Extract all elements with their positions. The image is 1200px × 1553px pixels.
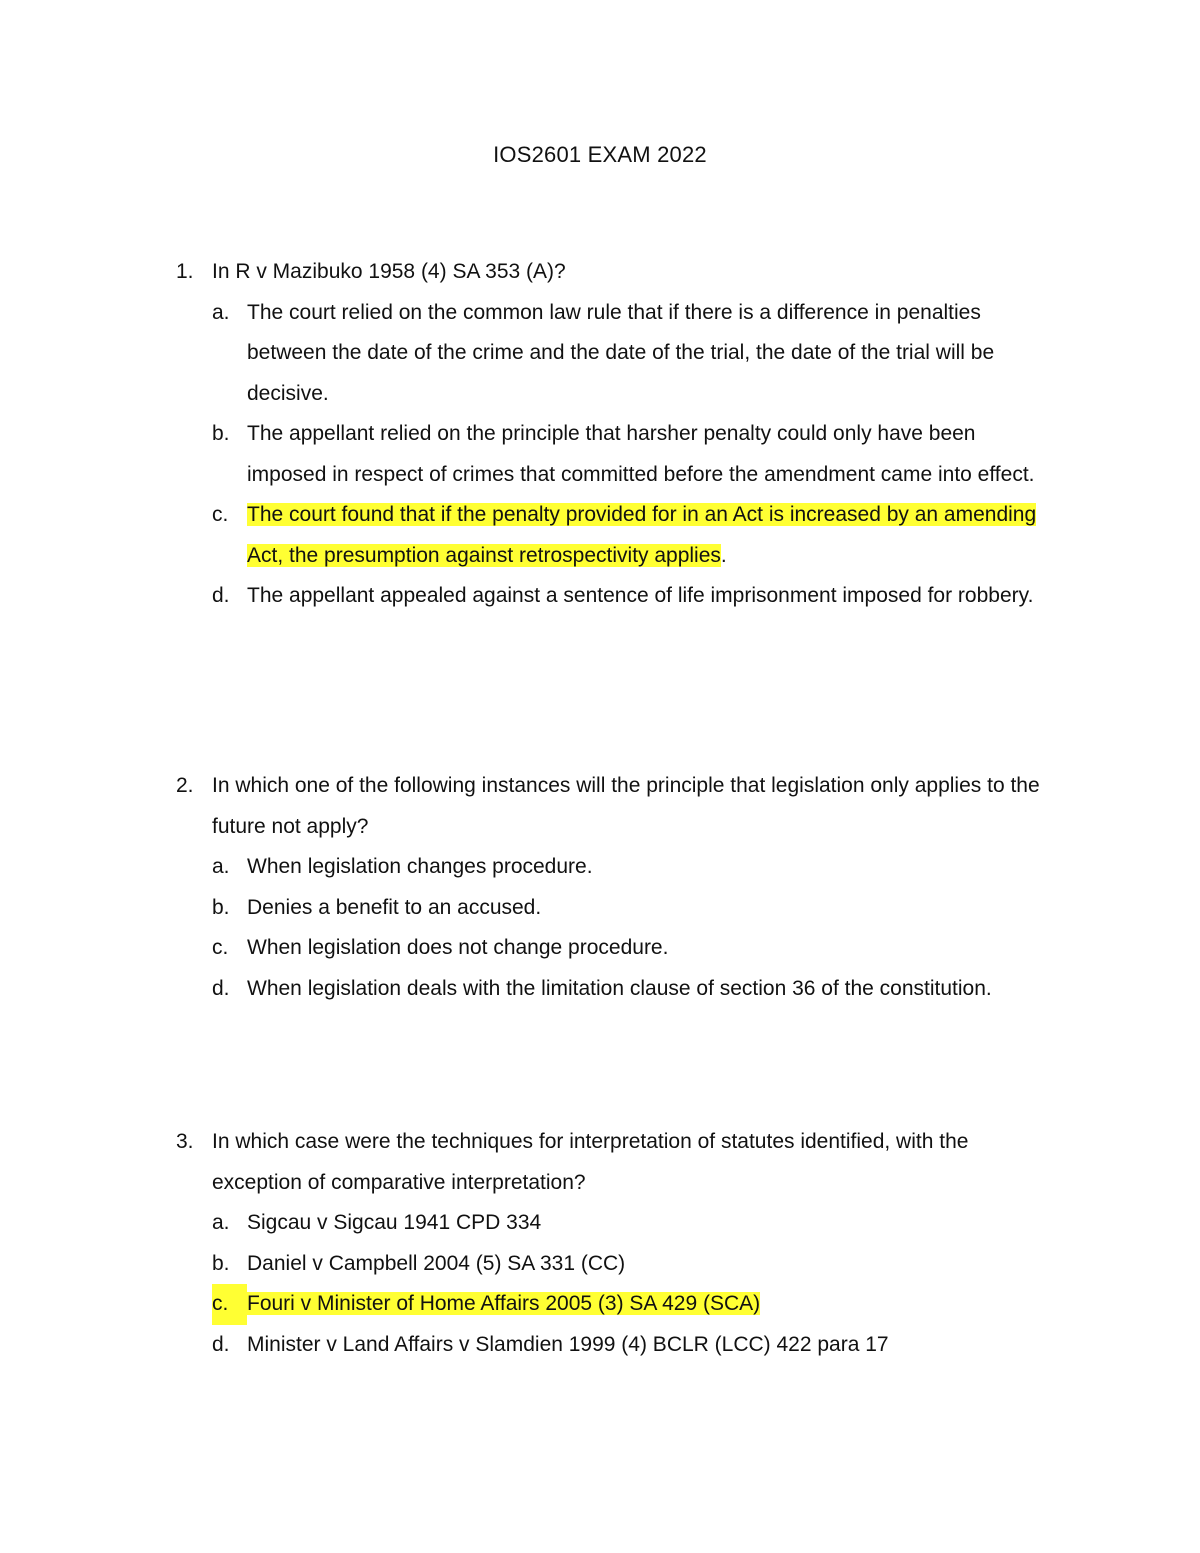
option-text: Sigcau v Sigcau 1941 CPD 334 (247, 1211, 542, 1234)
option-letter: c. (212, 936, 229, 959)
option-text: When legislation deals with the limitation clause of section 36 of the constitution. (247, 976, 992, 1000)
question-text: In which case were the techniques for interpretation of statutes identified, with the exception of comparative interpretation? (212, 1130, 969, 1194)
option-letter: a. (212, 300, 230, 324)
option-a (212, 1203, 1056, 1244)
option-text: Denies a benefit to an accused. (247, 895, 542, 919)
option-letter: b. (212, 895, 230, 919)
option-text: When legislation changes procedure. (247, 855, 593, 878)
question-2 (176, 766, 1056, 1009)
option-letter: d. (212, 1332, 230, 1356)
question-text: In R v Mazibuko 1958 (4) SA 353 (A)? (212, 260, 566, 283)
option-letter: a. (212, 1211, 230, 1234)
option-letter: b. (212, 422, 230, 445)
answer-options (176, 293, 1056, 617)
option-text: Daniel v Campbell 2004 (5) SA 331 (CC) (247, 1251, 626, 1275)
option-letter: c. (212, 1284, 247, 1325)
option-text: The court relied on the common law rule that if there is a difference in penalties between the date of the crime and the date of the trial, the date of the trial will be decisive. (247, 300, 995, 405)
question-1 (176, 252, 1056, 617)
answer-highlight: Fouri v Minister of Home Affairs 2005 (3) SA 429 (SCA) (247, 1292, 761, 1315)
answer-options (176, 847, 1056, 1009)
option-letter: b. (212, 1251, 230, 1275)
option-text: When legislation does not change procedure. (247, 936, 669, 959)
option-a (212, 293, 1056, 415)
option-b (212, 888, 1056, 929)
option-b (212, 1244, 1056, 1285)
option-a (212, 847, 1056, 888)
option-c-highlighted (212, 1284, 1056, 1325)
option-d (212, 576, 1056, 617)
option-text (247, 1284, 1056, 1325)
question-3 (176, 1122, 1056, 1365)
option-letter: d. (212, 976, 230, 1000)
option-c (212, 928, 1056, 969)
option-text (247, 495, 1056, 576)
question-number: 1. (176, 260, 194, 283)
option-d (212, 1325, 1056, 1366)
option-text: The appellant appealed against a sentence of life imprisonment imposed for robbery. (247, 584, 1034, 607)
document-title: IOS2601 EXAM 2022 (493, 142, 707, 167)
option-d (212, 969, 1056, 1010)
option-c-highlighted (212, 495, 1056, 576)
option-b (212, 414, 1056, 495)
question-number: 2. (176, 774, 194, 797)
option-letter: d. (212, 584, 230, 607)
question-number: 3. (176, 1130, 194, 1153)
option-text: The appellant relied on the principle that harsher penalty could only have been imposed in respect of crimes that committed before the amendment came into effect. (247, 422, 1035, 486)
question-text: In which one of the following instances will the principle that legislation only applies to the future not apply? (212, 774, 1040, 838)
option-letter: a. (212, 855, 230, 878)
answer-highlight: The court found that if the penalty provided for in an Act is increased by an amending Act, the presumption against retrospectivity applies (247, 503, 1037, 567)
answer-options (176, 1203, 1056, 1365)
option-letter: c. (212, 503, 229, 526)
option-text: Minister v Land Affairs v Slamdien 1999 (4) BCLR (LCC) 422 para 17 (247, 1332, 889, 1356)
option-suffix: . (720, 543, 727, 567)
